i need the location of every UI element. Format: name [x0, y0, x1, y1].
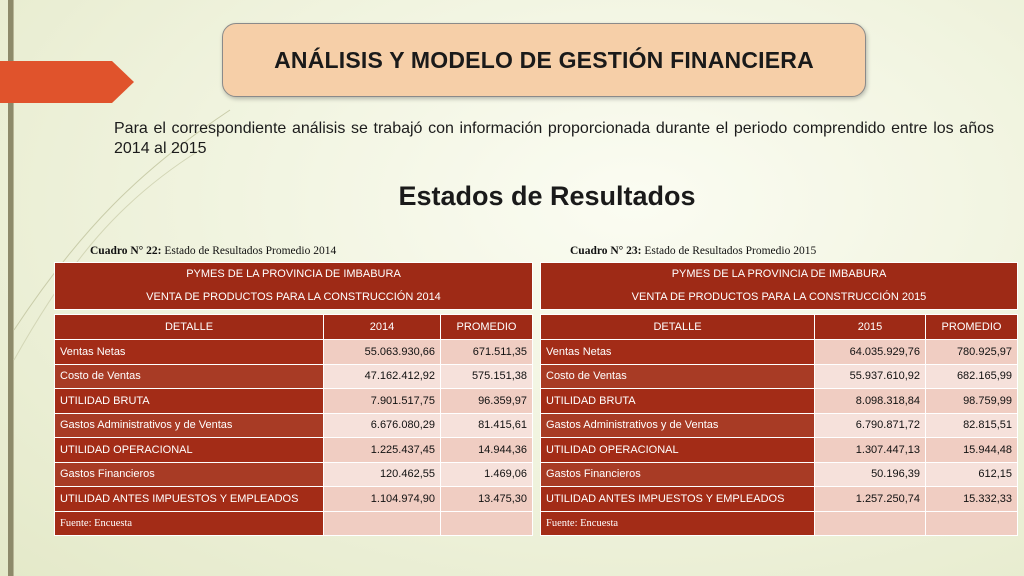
column-header-promedio: PROMEDIO — [441, 315, 533, 340]
caption-text: Estado de Resultados Promedio 2014 — [161, 245, 337, 257]
table-2014-caption — [90, 245, 336, 257]
row-value-average: 671.511,35 — [441, 340, 533, 365]
row-value-average: 96.359,97 — [441, 389, 533, 414]
table-2015-caption — [570, 245, 816, 257]
empty-cell — [324, 511, 441, 536]
row-value-year: 47.162.412,92 — [324, 364, 441, 389]
table-header-line1: PYMES DE LA PROVINCIA DE IMBABURA — [671, 268, 887, 280]
row-value-average: 82.815,51 — [926, 413, 1018, 438]
row-value-year: 55.937.610,92 — [815, 364, 926, 389]
table-header — [541, 263, 1018, 310]
row-label: Gastos Administrativos y de Ventas — [541, 413, 815, 438]
column-header-year: 2014 — [324, 315, 441, 340]
table-source-note: Fuente: Encuesta — [541, 511, 815, 536]
table-header — [55, 263, 533, 310]
row-label: UTILIDAD BRUTA — [541, 389, 815, 414]
row-label: UTILIDAD ANTES IMPUESTOS Y EMPLEADOS — [55, 487, 324, 512]
empty-cell — [441, 511, 533, 536]
row-label: Costo de Ventas — [55, 364, 324, 389]
empty-cell — [926, 511, 1018, 536]
table-header-line1: PYMES DE LA PROVINCIA DE IMBABURA — [186, 268, 401, 280]
income-statement-table-2015 — [540, 262, 1018, 536]
row-value-year: 1.225.437,45 — [324, 438, 441, 463]
table-source-note: Fuente: Encuesta — [55, 511, 324, 536]
row-value-average: 13.475,30 — [441, 487, 533, 512]
row-value-average: 612,15 — [926, 462, 1018, 487]
row-value-average: 15.944,48 — [926, 438, 1018, 463]
column-header-promedio: PROMEDIO — [926, 315, 1018, 340]
table-header-line2: VENTA DE PRODUCTOS PARA LA CONSTRUCCIÓN 2015 — [631, 291, 927, 303]
row-value-year: 8.098.318,84 — [815, 389, 926, 414]
row-value-year: 6.676.080,29 — [324, 413, 441, 438]
slide-title: ANÁLISIS Y MODELO DE GESTIÓN FINANCIERA — [274, 46, 814, 73]
row-value-average: 98.759,99 — [926, 389, 1018, 414]
row-value-year: 1.307.447,13 — [815, 438, 926, 463]
income-statement-table-2014 — [54, 262, 533, 536]
caption-text: Estado de Resultados Promedio 2015 — [641, 245, 817, 257]
row-label: UTILIDAD ANTES IMPUESTOS Y EMPLEADOS — [541, 487, 815, 512]
arrow-decoration-icon — [0, 61, 134, 103]
row-value-year: 50.196,39 — [815, 462, 926, 487]
row-value-year: 64.035.929,76 — [815, 340, 926, 365]
row-value-average: 575.151,38 — [441, 364, 533, 389]
row-value-year: 6.790.871,72 — [815, 413, 926, 438]
section-title: Estados de Resultados — [398, 181, 696, 211]
row-value-year: 7.901.517,75 — [324, 389, 441, 414]
table-header-line2: VENTA DE PRODUCTOS PARA LA CONSTRUCCIÓN 2014 — [146, 291, 441, 303]
row-value-average: 15.332,33 — [926, 487, 1018, 512]
row-label: Gastos Administrativos y de Ventas — [55, 413, 324, 438]
row-value-year: 1.257.250,74 — [815, 487, 926, 512]
row-value-average: 81.415,61 — [441, 413, 533, 438]
row-value-year: 120.462,55 — [324, 462, 441, 487]
row-label: Ventas Netas — [541, 340, 815, 365]
row-label: UTILIDAD BRUTA — [55, 389, 324, 414]
column-header-detalle: DETALLE — [541, 315, 815, 340]
empty-cell — [815, 511, 926, 536]
row-label: Gastos Financieros — [541, 462, 815, 487]
row-label: UTILIDAD OPERACIONAL — [55, 438, 324, 463]
slide-title-box — [222, 23, 866, 97]
intro-paragraph: Para el correspondiente análisis se trabajó con información proporcionada durante el periodo comprendido entre los años 2014 al 2015 — [114, 120, 994, 157]
column-header-detalle: DETALLE — [55, 315, 324, 340]
row-value-year: 1.104.974,90 — [324, 487, 441, 512]
row-label: UTILIDAD OPERACIONAL — [541, 438, 815, 463]
row-value-year: 55.063.930,66 — [324, 340, 441, 365]
row-label: Gastos Financieros — [55, 462, 324, 487]
row-value-average: 780.925,97 — [926, 340, 1018, 365]
caption-number: Cuadro N° 23: — [570, 245, 642, 257]
row-label: Costo de Ventas — [541, 364, 815, 389]
row-value-average: 14.944,36 — [441, 438, 533, 463]
row-value-average: 1.469,06 — [441, 462, 533, 487]
column-header-year: 2015 — [815, 315, 926, 340]
row-label: Ventas Netas — [55, 340, 324, 365]
caption-number: Cuadro N° 22: — [90, 245, 162, 257]
row-value-average: 682.165,99 — [926, 364, 1018, 389]
